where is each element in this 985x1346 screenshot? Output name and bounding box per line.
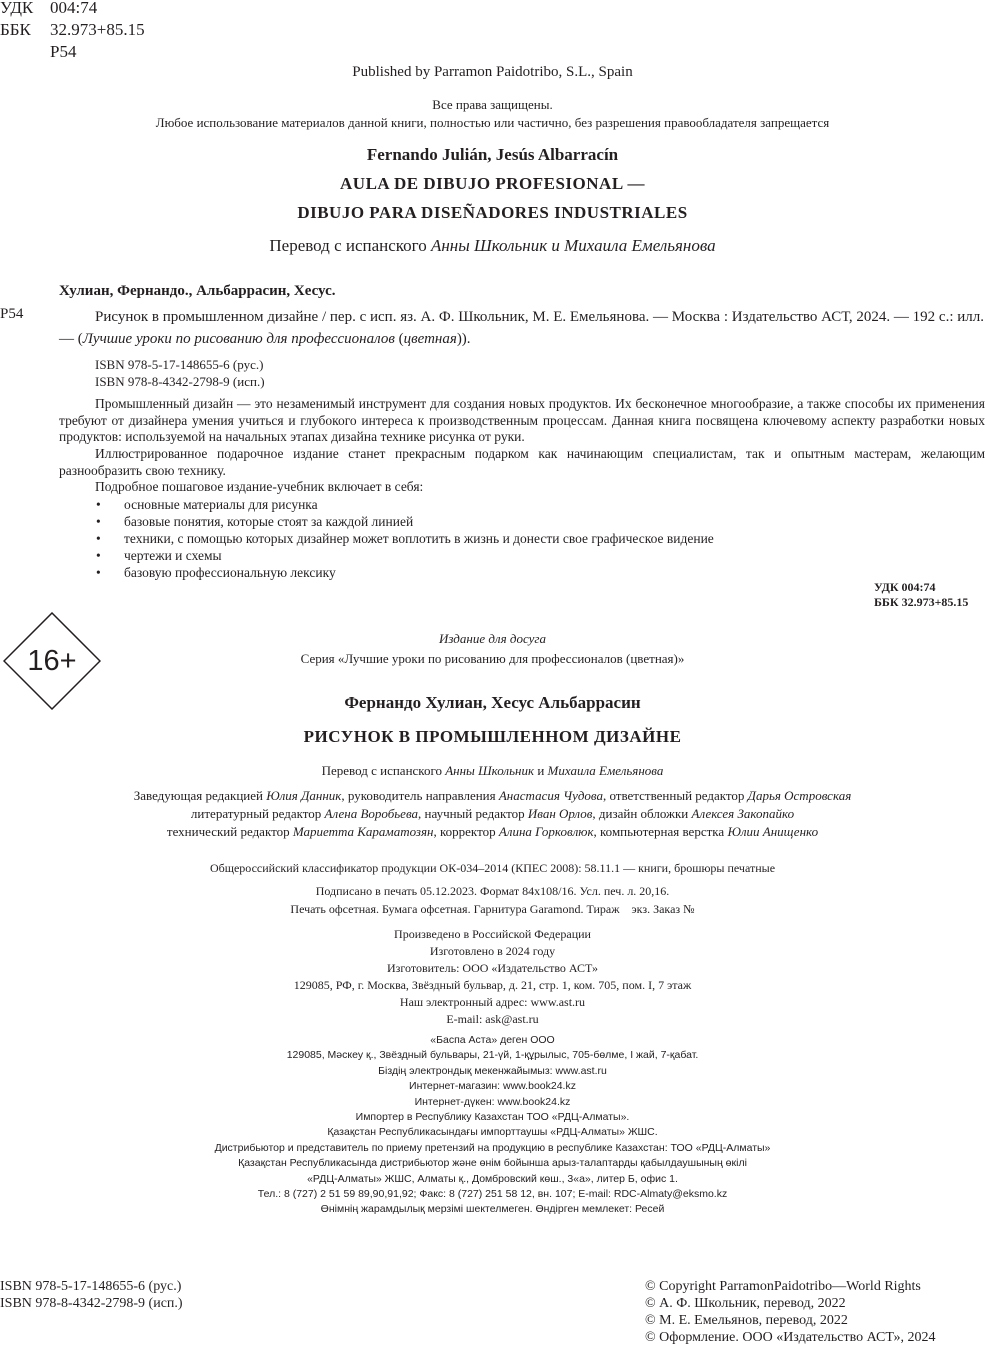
kz-line: «Баспа Аста» деген ООО bbox=[430, 1034, 555, 1046]
print-line-2: Печать офсетная. Бумага офсетная. Гарнитура Garamond. Тираж экз. Заказ № bbox=[290, 902, 695, 916]
kz-line: Қазақстан Республикасында дистрибьютор және өнім бойынша арыз-талаптарды қабылдаушының өкілі bbox=[238, 1157, 747, 1170]
staff-role: , дизайн обложки bbox=[592, 806, 689, 821]
bbk-label: ББК bbox=[0, 20, 31, 39]
card-series-color: цветная bbox=[403, 331, 457, 347]
card-series-end: )). bbox=[456, 331, 471, 347]
footer-isbn-1: ISBN 978-5-17-148655-6 (рус.) bbox=[0, 1279, 182, 1294]
staff-name: Анастасия Чудова bbox=[498, 788, 603, 803]
translators: Анны Школьник и Михаила Емельянова bbox=[430, 236, 716, 255]
translation-prefix: Перевод с испанского bbox=[269, 236, 427, 255]
copyright-line: © Оформление. ООО «Издательство АСТ», 2024 bbox=[645, 1330, 936, 1345]
print-line-1: Подписано в печать 05.12.2023. Формат 84х108/16. Усл. печ. л. 20,16. bbox=[315, 884, 670, 898]
staff-name: Иван Орлов bbox=[527, 806, 593, 821]
production-line: Изготовитель: ООО «Издательство АСТ» bbox=[387, 961, 598, 975]
staff-role: , научный редактор bbox=[418, 806, 525, 821]
card-udk: УДК 004:74 bbox=[874, 580, 936, 594]
staff-role: , ответственный редактор bbox=[602, 788, 745, 803]
card-bbk: ББК 32.973+85.15 bbox=[874, 595, 969, 609]
staff-name: Алена Воробьева bbox=[324, 806, 418, 821]
staff-name: Юлии Анищенко bbox=[727, 824, 819, 839]
production-line: Наш электронный адрес: www.ast.ru bbox=[399, 995, 586, 1009]
kz-line: 129085, Мәскеу қ., Звёздный бульвары, 21-үй, 1-құрылыс, 705-бөлме, I жай, 7-қабат. bbox=[286, 1049, 699, 1062]
card-isbn-2: ISBN 978-8-4342-2798-9 (исп.) bbox=[95, 374, 265, 389]
original-translation bbox=[0, 236, 985, 256]
staff-role: , компьютерная верстка bbox=[593, 824, 725, 839]
card-body bbox=[59, 306, 984, 350]
footer-copyrights bbox=[645, 1278, 936, 1346]
staff-line-3 bbox=[0, 824, 985, 840]
list-item: • чертежи и схемы bbox=[96, 547, 714, 564]
ru-translation bbox=[0, 763, 985, 779]
ru-translator-1: Анны Школьник bbox=[445, 763, 535, 778]
staff-role: Заведующая редакцией bbox=[133, 788, 263, 803]
card-bullets bbox=[96, 496, 714, 581]
udk-label: УДК bbox=[0, 0, 34, 17]
staff-name: Алина Горковлюк bbox=[498, 824, 594, 839]
production-line: Изготовлено в 2024 году bbox=[429, 944, 556, 958]
classifier: Общероссийский классификатор продукции ОК-034–2014 (КПЕС 2008): 58.11.1 — книги, брошюры печатные bbox=[209, 861, 776, 875]
footer-isbn bbox=[0, 1278, 183, 1312]
card-paragraph-1: Промышленный дизайн — это незаменимый инструмент для создания новых продуктов. Их бесконечное многообразие, а также способы их применения требуют от дизайнера умения учиться и глубокого интереса к производственным процессам. Данная книга посвящена ключевому аспекту разработки новых продуктов: используемой на начальных этапах дизайна технике рисунка от руки. bbox=[59, 396, 985, 444]
list-item: • техники, с помощью которых дизайнер может воплотить в жизнь и донести свое графическое видение bbox=[96, 530, 714, 547]
kz-line: Өнімнің жарамдылық мерзімі шектелмеген. Өндірген мемлекет: Ресей bbox=[320, 1203, 665, 1216]
staff-role: , корректор bbox=[433, 824, 496, 839]
age-rating: 16+ bbox=[27, 644, 77, 677]
author-mark: Р54 bbox=[50, 42, 77, 61]
staff-role: литературный редактор bbox=[190, 806, 322, 821]
kz-line: Тел.: 8 (727) 2 51 59 89,90,91,92; Факс: 8 (727) 251 58 12, вн. 107; E-mail: RDC-Almaty@eksmo.kz bbox=[257, 1188, 728, 1201]
kz-line: «РДЦ-Алматы» ЖШС, Алматы қ., Домбровский көш., 3«а», литер Б, офис 1. bbox=[307, 1172, 678, 1185]
original-title-line-1: AULA DE DIBUJO PROFESIONAL — bbox=[340, 174, 645, 193]
bbk-value: 32.973+85.15 bbox=[50, 20, 145, 39]
card-paragraph-3: Подробное пошаговое издание-учебник включает в себя: bbox=[95, 479, 424, 494]
list-item: • основные материалы для рисунка bbox=[96, 496, 714, 513]
staff-line-1 bbox=[0, 788, 985, 804]
staff-name: Алексея Закопайко bbox=[691, 806, 795, 821]
staff-name: Дарья Островская bbox=[747, 788, 852, 803]
ru-authors: Фернандо Хулиан, Хесус Альбаррасин bbox=[344, 693, 641, 712]
rights-line-1: Все права защищены. bbox=[432, 97, 553, 112]
ru-translation-prefix: Перевод с испанского bbox=[321, 763, 442, 778]
published-by: Published by Parramon Paidotribo, S.L., Spain bbox=[352, 64, 633, 80]
production-line: Произведено в Российской Федерации bbox=[394, 927, 591, 941]
production-line: E-mail: ask@ast.ru bbox=[446, 1012, 539, 1026]
production-block bbox=[0, 926, 985, 1028]
production-line: 129085, РФ, г. Москва, Звёздный бульвар, д. 21, стр. 1, ком. 705, пом. I, 7 этаж bbox=[293, 978, 692, 992]
original-title-line-2: DIBUJO PARA DISEÑADORES INDUSTRIALES bbox=[297, 203, 688, 222]
staff-name: Юлия Данник bbox=[266, 788, 342, 803]
original-authors: Fernando Julián, Jesús Albarracín bbox=[366, 145, 619, 164]
card-heading: Хулиан, Фернандо., Альбаррасин, Хесус. bbox=[59, 283, 336, 299]
staff-role: технический редактор bbox=[166, 824, 290, 839]
ru-translation-and: и bbox=[537, 763, 545, 778]
staff-line-2 bbox=[0, 806, 985, 822]
ru-title: РИСУНОК В ПРОМЫШЛЕННОМ ДИЗАЙНЕ bbox=[303, 727, 682, 746]
card-mark: Р54 bbox=[0, 306, 24, 322]
card-series-sep: ( bbox=[394, 331, 404, 347]
card-body-main: Рисунок в промышленном дизайне / пер. с исп. яз. А. Ф. Школьник, М. Е. Емельянова. — Москва : Издательство АСТ, 2024. — 192 с.: илл. — ( bbox=[59, 309, 984, 347]
kz-line: Интернет-дүкен: www.book24.kz bbox=[414, 1095, 571, 1108]
kz-line: Импортер в Республику Казахстан ТОО «РДЦ-Алматы». bbox=[355, 1111, 630, 1124]
copyright-line: © Copyright ParramonPaidotribo—World Rights bbox=[645, 1279, 921, 1294]
card-paragraph-2: Иллюстрированное подарочное издание станет прекрасным подарком как начинающим специалистам, так и опытным мастерам, желающим разнообразить свою технику. bbox=[59, 446, 985, 478]
card-isbn-1: ISBN 978-5-17-148655-6 (рус.) bbox=[95, 357, 264, 372]
copyright-line: © М. Е. Емельянов, перевод, 2022 bbox=[645, 1313, 848, 1328]
kz-line: Қазақстан Республикасындағы импорттаушы «РДЦ-Алматы» ЖШС. bbox=[327, 1126, 658, 1139]
staff-role: , руководитель направления bbox=[341, 788, 496, 803]
copyright-line: © А. Ф. Школьник, перевод, 2022 bbox=[645, 1296, 846, 1311]
staff-name: Мариетта Караматозян bbox=[292, 824, 434, 839]
kz-line: Біздің электрондық мекенжайымыз: www.ast.ru bbox=[378, 1064, 607, 1077]
card-series: Лучшие уроки по рисованию для профессионалов bbox=[82, 331, 395, 347]
rights-line-2: Любое использование материалов данной книги, полностью или частично, без разрешения правообладателя запрещается bbox=[155, 115, 830, 130]
list-item: • базовые понятия, которые стоят за каждой линией bbox=[96, 513, 714, 530]
footer-isbn-2: ISBN 978-8-4342-2798-9 (исп.) bbox=[0, 1296, 183, 1311]
series-line: Серия «Лучшие уроки по рисованию для профессионалов (цветная)» bbox=[300, 651, 685, 666]
kz-line: Дистрибьютор и представитель по приему претензий на продукцию в республике Казахстан: ТОО «РДЦ-Алматы» bbox=[214, 1141, 771, 1154]
ru-translator-2: Михаила Емельянова bbox=[547, 763, 664, 778]
udk-value: 004:74 bbox=[50, 0, 98, 17]
kz-line: Интернет-магазин: www.book24.kz bbox=[409, 1080, 576, 1093]
list-item: • базовую профессиональную лексику bbox=[96, 564, 714, 581]
kazakhstan-block bbox=[0, 1033, 985, 1218]
edition-type: Издание для досуга bbox=[439, 631, 546, 646]
